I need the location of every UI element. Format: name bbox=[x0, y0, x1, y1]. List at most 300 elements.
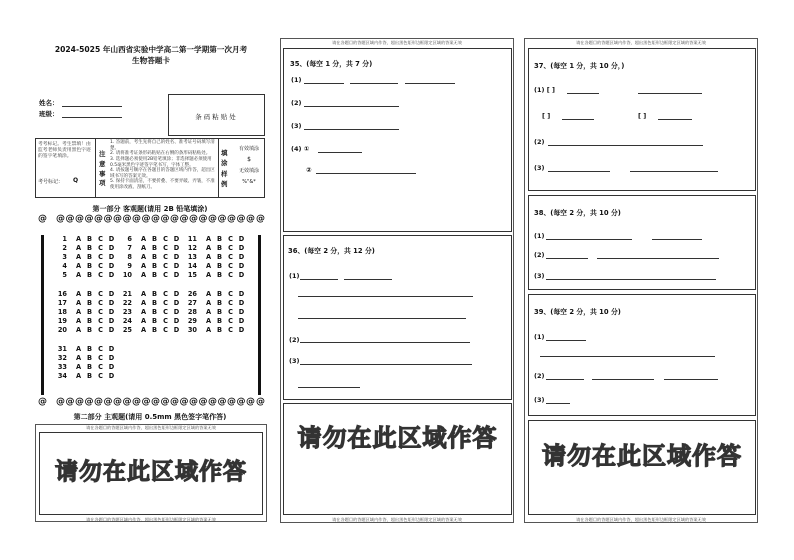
answer-blank[interactable] bbox=[548, 171, 610, 172]
answer-blank[interactable] bbox=[298, 296, 473, 297]
mcq-option-c[interactable]: C bbox=[98, 290, 103, 298]
mcq-option-d[interactable]: D bbox=[108, 354, 115, 363]
alignment-mark: @ bbox=[256, 397, 265, 407]
mcq-option-a[interactable]: A bbox=[205, 308, 212, 317]
mcq-option-d[interactable]: D bbox=[238, 244, 245, 253]
exam-no-instruction: 考考标记。考生禁填！由监考老师负责用黑色字迹的签字笔填涂。 bbox=[38, 142, 91, 159]
mcq-question-21 bbox=[122, 290, 182, 298]
mcq-option-d[interactable]: D bbox=[108, 308, 115, 317]
mcq-option-c[interactable]: C bbox=[98, 345, 103, 353]
answer-blank[interactable] bbox=[316, 173, 416, 174]
mcq-question-18 bbox=[57, 308, 117, 316]
mcq-option-b[interactable]: B bbox=[216, 262, 223, 271]
mcq-option-c[interactable]: C bbox=[228, 253, 233, 262]
mcq-option-c[interactable]: C bbox=[98, 354, 103, 363]
mcq-number: 18 bbox=[57, 308, 67, 317]
mcq-question-12 bbox=[187, 244, 247, 252]
answer-blank[interactable] bbox=[548, 145, 703, 146]
barcode-label: 条码粘贴处 bbox=[195, 113, 238, 121]
mcq-number: 4 bbox=[62, 262, 67, 271]
mcq-option-a[interactable]: A bbox=[140, 317, 147, 326]
mcq-question-16 bbox=[57, 290, 117, 298]
mcq-option-c[interactable]: C bbox=[98, 262, 103, 271]
q39-title: 39、(每空 2 分，共 10 分) bbox=[534, 308, 621, 316]
name-field[interactable] bbox=[62, 106, 122, 107]
answer-blank[interactable] bbox=[562, 119, 594, 120]
note-item: 5. 保持卡面清洁，不要折叠、不要弄破、弄皱，不准使用涂改液、刮纸刀。 bbox=[110, 179, 215, 190]
q38-item-2: (2) bbox=[534, 251, 545, 259]
mcq-option-a[interactable]: A bbox=[75, 244, 82, 253]
no-answer-zone bbox=[283, 403, 512, 515]
answer-blank[interactable] bbox=[300, 364, 472, 365]
mcq-question-23 bbox=[122, 308, 182, 316]
mcq-option-b[interactable]: B bbox=[86, 326, 93, 335]
mcq-option-b[interactable]: B bbox=[151, 271, 158, 280]
answer-blank[interactable] bbox=[567, 93, 599, 94]
mcq-option-c[interactable]: C bbox=[163, 235, 168, 243]
area-notice: 请在各题目的答题区域内作答，超出黑色矩形边框限定区域的答案无效 bbox=[576, 517, 706, 522]
mcq-option-d[interactable]: D bbox=[173, 308, 180, 317]
mcq-number: 1 bbox=[62, 235, 67, 243]
mcq-option-a[interactable]: A bbox=[75, 262, 82, 271]
mcq-option-c[interactable]: C bbox=[98, 253, 103, 262]
note-item: 1. 答题前，考生先将自己的姓名、准考证号码填写清楚。 bbox=[110, 140, 215, 151]
mcq-option-d[interactable]: D bbox=[108, 345, 115, 353]
answer-blank[interactable] bbox=[546, 403, 570, 404]
mcq-question-9 bbox=[122, 262, 182, 270]
mcq-option-d[interactable]: D bbox=[108, 363, 115, 372]
q39-item-3: (3) bbox=[534, 396, 545, 404]
mcq-question-27 bbox=[187, 299, 247, 307]
mcq-number: 9 bbox=[127, 262, 132, 271]
mcq-number: 33 bbox=[57, 363, 67, 372]
mcq-option-c[interactable]: C bbox=[228, 308, 233, 317]
mcq-option-b[interactable]: B bbox=[216, 253, 223, 262]
mcq-option-d[interactable]: D bbox=[173, 271, 180, 280]
answer-blank[interactable] bbox=[304, 106, 399, 107]
mcq-option-a[interactable]: A bbox=[140, 235, 147, 243]
mcq-option-d[interactable]: D bbox=[108, 317, 115, 326]
timing-mark-right bbox=[258, 235, 261, 395]
mcq-option-d[interactable]: D bbox=[238, 235, 245, 243]
answer-blank[interactable] bbox=[546, 239, 632, 240]
mcq-option-b[interactable]: B bbox=[86, 253, 93, 262]
answer-blank[interactable] bbox=[664, 379, 718, 380]
q35-item-4: (4) ① bbox=[291, 145, 310, 153]
mcq-question-8 bbox=[122, 253, 182, 261]
mcq-option-d[interactable]: D bbox=[173, 253, 180, 262]
mcq-option-c[interactable]: C bbox=[163, 253, 168, 262]
mcq-option-b[interactable]: B bbox=[216, 299, 223, 308]
mcq-number: 31 bbox=[57, 345, 67, 353]
mcq-option-c[interactable]: C bbox=[163, 326, 168, 335]
mcq-number: 17 bbox=[57, 299, 67, 308]
mcq-option-a[interactable]: A bbox=[205, 244, 212, 253]
fill-invalid-label: 无效填涂 bbox=[238, 168, 259, 174]
mcq-option-a[interactable]: A bbox=[140, 299, 147, 308]
mcq-number: 6 bbox=[127, 235, 132, 243]
mcq-option-b[interactable]: B bbox=[151, 317, 158, 326]
mcq-number: 7 bbox=[127, 244, 132, 253]
mcq-option-b[interactable]: B bbox=[86, 317, 93, 326]
mcq-option-d[interactable]: D bbox=[238, 271, 245, 280]
alignment-mark-row: @@@@@@@@@@@@@@@@@@@@@ bbox=[56, 397, 256, 407]
answer-blank[interactable] bbox=[300, 342, 470, 343]
mcq-option-a[interactable]: A bbox=[75, 253, 82, 262]
timing-mark-left bbox=[41, 235, 44, 395]
no-answer-zone bbox=[528, 420, 756, 515]
mcq-option-a[interactable]: A bbox=[140, 326, 147, 335]
q36-item-2: (2) bbox=[289, 336, 300, 344]
mcq-option-c[interactable]: C bbox=[98, 308, 103, 317]
mcq-question-11 bbox=[187, 235, 247, 243]
mcq-option-a[interactable]: A bbox=[75, 308, 82, 317]
mcq-question-4 bbox=[57, 262, 117, 270]
area-notice: 请在各题目的答题区域内作答，超出黑色矩形边框限定区域的答案无效 bbox=[86, 425, 216, 430]
mcq-option-b[interactable]: B bbox=[86, 271, 93, 280]
mcq-option-c[interactable]: C bbox=[98, 372, 103, 381]
mcq-question-25 bbox=[122, 326, 182, 334]
mcq-number: 32 bbox=[57, 354, 67, 363]
mcq-option-c[interactable]: C bbox=[98, 244, 103, 253]
q36-item-1: (1) bbox=[289, 272, 300, 280]
mcq-option-a[interactable]: A bbox=[205, 271, 212, 280]
mcq-option-a[interactable]: A bbox=[205, 290, 212, 298]
mcq-number: 25 bbox=[122, 326, 132, 335]
q38-title: 38、(每空 2 分，共 10 分) bbox=[534, 209, 621, 217]
mcq-option-c[interactable]: C bbox=[163, 308, 168, 317]
mcq-option-d[interactable]: D bbox=[238, 308, 245, 317]
fill-valid-label: 有效填涂 bbox=[238, 146, 259, 152]
mcq-option-d[interactable]: D bbox=[238, 290, 245, 298]
mcq-option-c[interactable]: C bbox=[228, 262, 233, 271]
mcq-number: 34 bbox=[57, 372, 67, 381]
answer-blank[interactable] bbox=[638, 93, 702, 94]
divider bbox=[95, 138, 96, 198]
mcq-option-b[interactable]: B bbox=[151, 235, 158, 243]
mcq-question-14 bbox=[187, 262, 247, 270]
mcq-option-d[interactable]: D bbox=[173, 326, 180, 335]
mcq-number: 21 bbox=[122, 290, 132, 298]
mcq-number: 20 bbox=[57, 326, 67, 335]
mcq-option-a[interactable]: A bbox=[75, 271, 82, 280]
mcq-question-34 bbox=[57, 372, 117, 380]
no-answer-text: 请勿在此区域作答 bbox=[55, 459, 247, 485]
answer-blank[interactable] bbox=[592, 379, 654, 380]
part1-title: 第一部分 客观题(请用 2B 铅笔填涂) bbox=[92, 205, 208, 213]
mcq-number: 22 bbox=[122, 299, 132, 308]
mcq-number: 30 bbox=[187, 326, 197, 335]
mcq-option-a[interactable]: A bbox=[205, 253, 212, 262]
mcq-option-a[interactable]: A bbox=[75, 290, 82, 298]
answer-blank[interactable] bbox=[298, 318, 466, 319]
mcq-option-b[interactable]: B bbox=[86, 262, 93, 271]
mcq-number: 29 bbox=[187, 317, 197, 326]
q37-item-1: (1) [ ] bbox=[534, 86, 555, 94]
fill-invalid-marks: %"&* bbox=[242, 179, 256, 185]
mcq-question-24 bbox=[122, 317, 182, 325]
mcq-option-b[interactable]: B bbox=[151, 308, 158, 317]
answer-blank[interactable] bbox=[597, 258, 719, 259]
mcq-number: 13 bbox=[187, 253, 197, 262]
note-item: 4. 请按题号顺序在各题目的答题区域内作答，超出区域书写的答案无效。 bbox=[110, 168, 215, 179]
mcq-option-b[interactable]: B bbox=[216, 326, 223, 335]
mcq-option-b[interactable]: B bbox=[86, 290, 93, 298]
mcq-option-b[interactable]: B bbox=[86, 235, 93, 243]
mcq-option-b[interactable]: B bbox=[86, 244, 93, 253]
mcq-option-c[interactable]: C bbox=[163, 271, 168, 280]
mcq-option-b[interactable]: B bbox=[216, 235, 223, 243]
mcq-option-c[interactable]: C bbox=[98, 235, 103, 243]
q35-title: 35、(每空 1 分，共 7 分) bbox=[290, 60, 373, 68]
q35-item-2: (2) bbox=[291, 99, 302, 107]
mcq-question-5 bbox=[57, 271, 117, 279]
mcq-option-b[interactable]: B bbox=[216, 308, 223, 317]
q37-item-2: (2) bbox=[534, 138, 545, 146]
mcq-question-1 bbox=[57, 235, 117, 243]
mcq-number: 14 bbox=[187, 262, 197, 271]
mcq-option-c[interactable]: C bbox=[228, 244, 233, 253]
mcq-option-b[interactable]: B bbox=[86, 372, 93, 381]
mcq-option-c[interactable]: C bbox=[98, 317, 103, 326]
mcq-number: 26 bbox=[187, 290, 197, 298]
answer-blank[interactable] bbox=[630, 171, 718, 172]
q38-item-1: (1) bbox=[534, 232, 545, 240]
mcq-number: 12 bbox=[187, 244, 197, 253]
mcq-option-c[interactable]: C bbox=[163, 244, 168, 253]
mcq-option-c[interactable]: C bbox=[163, 299, 168, 308]
q35-item-4b: ② bbox=[306, 166, 312, 174]
mcq-option-a[interactable]: A bbox=[205, 235, 212, 243]
q37-item-1c: [ ] bbox=[638, 112, 647, 120]
mcq-number: 11 bbox=[187, 235, 197, 243]
mcq-option-a[interactable]: A bbox=[140, 271, 147, 280]
mcq-option-d[interactable]: D bbox=[108, 253, 115, 262]
mcq-option-d[interactable]: D bbox=[108, 299, 115, 308]
mcq-option-c[interactable]: C bbox=[98, 363, 103, 372]
mcq-option-c[interactable]: C bbox=[228, 271, 233, 280]
mcq-option-d[interactable]: D bbox=[108, 326, 115, 335]
mcq-option-d[interactable]: D bbox=[108, 271, 115, 280]
mcq-option-d[interactable]: D bbox=[238, 262, 245, 271]
mcq-question-10 bbox=[122, 271, 182, 279]
alignment-mark: @ bbox=[256, 214, 265, 224]
alignment-mark-row: @@@@@@@@@@@@@@@@@@@@@ bbox=[56, 214, 256, 224]
mcq-option-d[interactable]: D bbox=[108, 235, 115, 243]
notes-list bbox=[110, 140, 216, 191]
mcq-option-b[interactable]: B bbox=[151, 326, 158, 335]
mcq-option-d[interactable]: D bbox=[173, 262, 180, 271]
answer-blank[interactable] bbox=[344, 279, 392, 280]
q35-area bbox=[283, 48, 512, 232]
answer-blank[interactable] bbox=[546, 379, 584, 380]
mcq-option-b[interactable]: B bbox=[151, 244, 158, 253]
mcq-option-c[interactable]: C bbox=[163, 317, 168, 326]
answer-blank[interactable] bbox=[540, 356, 715, 357]
q36-item-3: (3) bbox=[289, 357, 300, 365]
answer-blank[interactable] bbox=[405, 83, 455, 84]
mcq-option-d[interactable]: D bbox=[108, 244, 115, 253]
mcq-option-b[interactable]: B bbox=[86, 345, 93, 353]
mcq-option-a[interactable]: A bbox=[140, 262, 147, 271]
q39-item-2: (2) bbox=[534, 372, 545, 380]
mcq-question-33 bbox=[57, 363, 117, 371]
answer-blank[interactable] bbox=[304, 129, 399, 130]
area-notice: 请在各题目的答题区域内作答，超出黑色矩形边框限定区域的答案无效 bbox=[332, 40, 462, 45]
mcq-option-b[interactable]: B bbox=[151, 262, 158, 271]
sheet-title: 2024-5025 年山西省实验中学高二第一学期第一次月考 bbox=[54, 45, 248, 54]
mcq-question-20 bbox=[57, 326, 117, 334]
mcq-option-a[interactable]: A bbox=[205, 326, 212, 335]
answer-blank[interactable] bbox=[318, 152, 362, 153]
mcq-option-c[interactable]: C bbox=[228, 299, 233, 308]
mcq-option-b[interactable]: B bbox=[86, 308, 93, 317]
mcq-option-c[interactable]: C bbox=[98, 271, 103, 280]
mcq-option-a[interactable]: A bbox=[75, 372, 82, 381]
no-answer-text: 请勿在此区域作答 bbox=[542, 442, 742, 470]
mcq-option-a[interactable]: A bbox=[75, 363, 82, 372]
answer-blank[interactable] bbox=[652, 239, 702, 240]
alignment-mark: @ bbox=[38, 397, 47, 407]
mcq-option-d[interactable]: D bbox=[108, 290, 115, 298]
mcq-option-a[interactable]: A bbox=[75, 345, 82, 353]
answer-blank[interactable] bbox=[298, 387, 360, 388]
mcq-option-b[interactable]: B bbox=[86, 363, 93, 372]
answer-blank[interactable] bbox=[350, 83, 398, 84]
mcq-question-30 bbox=[187, 326, 247, 334]
mcq-option-a[interactable]: A bbox=[140, 244, 147, 253]
mcq-question-3 bbox=[57, 253, 117, 261]
answer-blank[interactable] bbox=[658, 119, 692, 120]
note-item: 2. 请将准考证条形码粘贴在右侧的条形码粘贴处。 bbox=[110, 151, 211, 157]
mcq-option-b[interactable]: B bbox=[151, 299, 158, 308]
area-notice: 请在各题目的答题区域内作答，超出黑色矩形边框限定区域的答案无效 bbox=[86, 517, 216, 522]
mcq-option-c[interactable]: C bbox=[228, 317, 233, 326]
no-answer-text: 请勿在此区域作答 bbox=[297, 424, 498, 452]
mcq-option-a[interactable]: A bbox=[205, 262, 212, 271]
answer-blank[interactable] bbox=[304, 83, 344, 84]
mcq-option-a[interactable]: A bbox=[205, 299, 212, 308]
mcq-option-b[interactable]: B bbox=[216, 271, 223, 280]
mcq-option-a[interactable]: A bbox=[75, 354, 82, 363]
mcq-question-13 bbox=[187, 253, 247, 261]
q39-item-1: (1) bbox=[534, 333, 545, 341]
answer-blank[interactable] bbox=[300, 279, 338, 280]
exam-no-label: 考号标记： bbox=[38, 179, 64, 185]
mcq-number: 27 bbox=[187, 299, 197, 308]
mcq-option-c[interactable]: C bbox=[163, 290, 168, 298]
mcq-option-b[interactable]: B bbox=[216, 244, 223, 253]
q37-item-3: (3) bbox=[534, 164, 545, 172]
notes-label: 注意事项 bbox=[99, 150, 106, 188]
answer-blank[interactable] bbox=[546, 340, 586, 341]
mcq-option-c[interactable]: C bbox=[163, 262, 168, 271]
q35-item-3: (3) bbox=[291, 122, 302, 130]
sheet-subtitle: 生物答题卡 bbox=[132, 56, 170, 65]
mcq-option-c[interactable]: C bbox=[228, 290, 233, 298]
mcq-number: 23 bbox=[122, 308, 132, 317]
mcq-number: 10 bbox=[122, 271, 132, 280]
mcq-option-d[interactable]: D bbox=[108, 372, 115, 381]
mcq-question-15 bbox=[187, 271, 247, 279]
mcq-option-a[interactable]: A bbox=[140, 253, 147, 262]
mcq-number: 2 bbox=[62, 244, 67, 253]
answer-blank[interactable] bbox=[546, 279, 716, 280]
q38-item-3: (3) bbox=[534, 272, 545, 280]
mcq-number: 8 bbox=[127, 253, 132, 262]
mcq-option-b[interactable]: B bbox=[151, 253, 158, 262]
mcq-option-c[interactable]: C bbox=[228, 235, 233, 243]
name-label: 姓名： bbox=[39, 99, 59, 107]
mcq-option-d[interactable]: D bbox=[173, 317, 180, 326]
part2-title: 第二部分 主观题(请用 0.5mm 黑色签字笔作答) bbox=[73, 413, 227, 421]
mcq-option-b[interactable]: B bbox=[86, 354, 93, 363]
mcq-option-d[interactable]: D bbox=[173, 299, 180, 308]
mcq-option-d[interactable]: D bbox=[238, 317, 245, 326]
answer-blank[interactable] bbox=[546, 258, 588, 259]
mcq-option-d[interactable]: D bbox=[173, 235, 180, 243]
class-label: 班级： bbox=[39, 110, 59, 118]
mcq-question-28 bbox=[187, 308, 247, 316]
mcq-question-17 bbox=[57, 299, 117, 307]
mcq-option-d[interactable]: D bbox=[173, 290, 180, 298]
mcq-option-d[interactable]: D bbox=[173, 244, 180, 253]
no-answer-zone bbox=[39, 432, 263, 515]
mcq-number: 19 bbox=[57, 317, 67, 326]
fill-valid-mark: $ bbox=[247, 156, 251, 163]
mcq-option-d[interactable]: D bbox=[108, 262, 115, 271]
mcq-option-a[interactable]: A bbox=[140, 308, 147, 317]
divider bbox=[218, 138, 219, 198]
mcq-question-26 bbox=[187, 290, 247, 298]
mcq-option-a[interactable]: A bbox=[140, 290, 147, 298]
mcq-option-a[interactable]: A bbox=[75, 326, 82, 335]
mcq-number: 28 bbox=[187, 308, 197, 317]
mcq-option-b[interactable]: B bbox=[216, 317, 223, 326]
mcq-question-2 bbox=[57, 244, 117, 252]
mcq-number: 3 bbox=[62, 253, 67, 262]
mcq-option-a[interactable]: A bbox=[75, 299, 82, 308]
mcq-question-7 bbox=[122, 244, 182, 252]
area-notice: 请在各题目的答题区域内作答，超出黑色矩形边框限定区域的答案无效 bbox=[332, 517, 462, 522]
fill-example-label: 填涂样例 bbox=[221, 149, 228, 189]
mcq-option-c[interactable]: C bbox=[228, 326, 233, 335]
q37-title: 37、(每空 1 分，共 10 分，) bbox=[534, 62, 625, 70]
mcq-option-d[interactable]: D bbox=[238, 299, 245, 308]
mcq-question-29 bbox=[187, 317, 247, 325]
q36-title: 36、(每空 2 分，共 12 分) bbox=[288, 247, 375, 255]
mcq-number: 5 bbox=[62, 271, 67, 280]
exam-no-mark: Q bbox=[73, 177, 79, 184]
mcq-option-a[interactable]: A bbox=[205, 317, 212, 326]
mcq-option-a[interactable]: A bbox=[75, 235, 82, 243]
mcq-option-c[interactable]: C bbox=[98, 326, 103, 335]
q37-item-1b: [ ] bbox=[542, 112, 551, 120]
mcq-option-d[interactable]: D bbox=[238, 253, 245, 262]
mcq-option-d[interactable]: D bbox=[238, 326, 245, 335]
class-field[interactable] bbox=[62, 117, 122, 118]
alignment-mark: @ bbox=[38, 214, 47, 224]
mcq-question-31 bbox=[57, 345, 117, 353]
mcq-option-a[interactable]: A bbox=[75, 317, 82, 326]
mcq-option-b[interactable]: B bbox=[86, 299, 93, 308]
mcq-question-19 bbox=[57, 317, 117, 325]
mcq-option-b[interactable]: B bbox=[151, 290, 158, 298]
q35-item-1: (1) bbox=[291, 76, 302, 84]
mcq-option-c[interactable]: C bbox=[98, 299, 103, 308]
mcq-option-b[interactable]: B bbox=[216, 290, 223, 298]
mcq-number: 15 bbox=[187, 271, 197, 280]
